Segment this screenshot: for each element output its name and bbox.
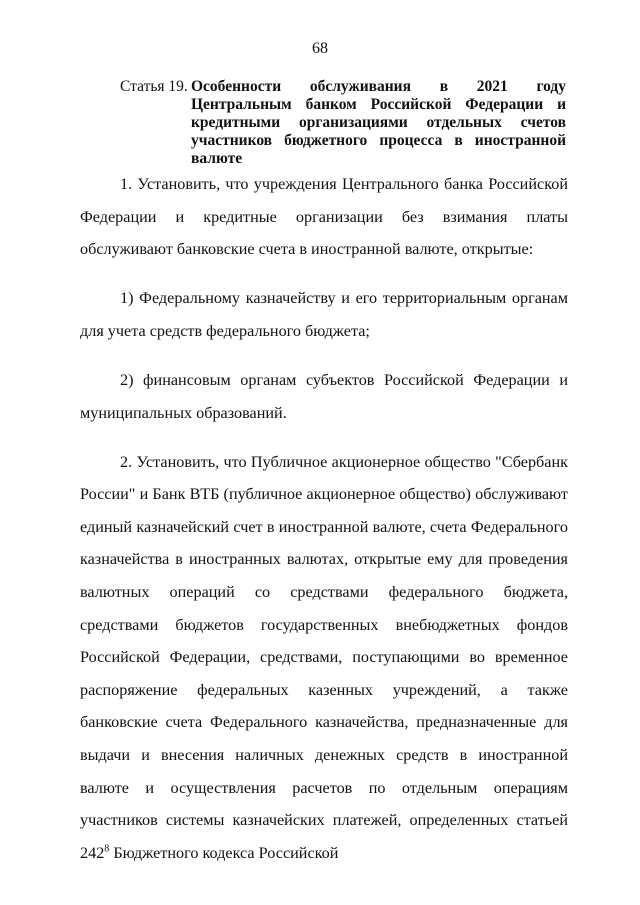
- article-title: Особенности обслуживания в 2021 году Центральным банком Российской Федерации и кредитными организациями отдельных счетов участников бюджетного процесса в иностранной валюте: [191, 78, 566, 167]
- paragraph-1-item-2: 2) финансовым органам субъектов Российской Федерации и муниципальных образований.: [80, 370, 568, 422]
- article-body: [80, 168, 568, 869]
- paragraph-1: 1. Установить, что учреждения Центрального банка Российской Федерации и кредитные организации без взимания платы обслуживают банковские счета в иностранной валюте, открытые:: [80, 175, 568, 259]
- page-number: 68: [312, 40, 328, 57]
- paragraph-2-tail: Бюджетного кодекса Российской: [109, 843, 339, 862]
- paragraph-2-text: 2. Установить, что Публичное акционерное общество "Сбербанк России" и Банк ВТБ (публичное акционерное общество) обслуживают единый казначейский счет в иностранной валюте, счета Федерального казначейства в иностранных валютах, открытые ему для проведения валютных операций со средствами федерального бюджета, средствами бюджетов государственных внебюджетных фондов Российской Федерации, средствами, поступающими во временное распоряжение федеральных казенных учреждений, а также банковские счета Федерального казначейства, предназначенные для выдачи и внесения наличных денежных средств в иностранной валюте и осуществления расчетов по отдельным операциям участников системы казначейских платежей, определенных статьей 242: [80, 452, 568, 862]
- paragraph-2: [80, 446, 568, 870]
- article-superscript: 8: [104, 843, 110, 855]
- article-label: Статья 19.: [120, 78, 188, 95]
- article-header: [120, 78, 566, 168]
- paragraph-1-item-1: 1) Федеральному казначейству и его территориальным органам для учета средств федерального бюджета;: [80, 289, 568, 340]
